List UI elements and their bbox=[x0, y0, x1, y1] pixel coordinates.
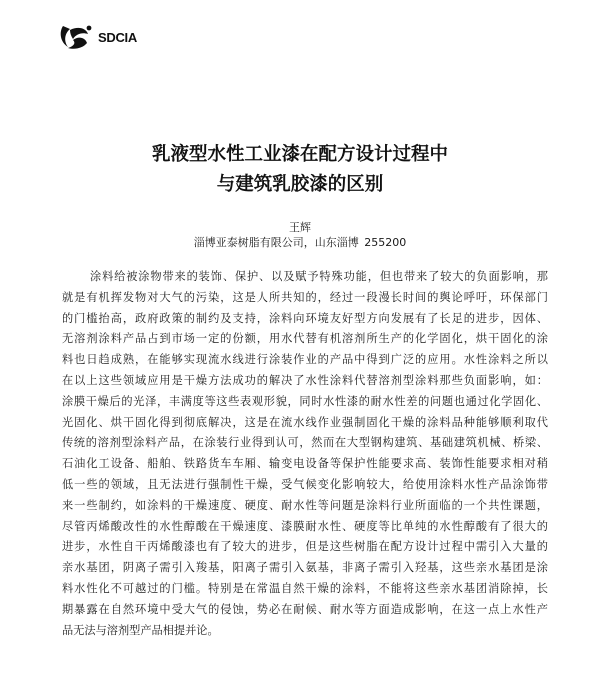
body-line: 传统的溶剂型涂料产品，在涂装行业得到认可，然而在大型钢构建筑、基础建筑机械、桥梁、 bbox=[62, 436, 548, 450]
body-line: 亲水基团，阴离子需引入羧基，阳离子需引入氨基，非离子需引入羟基，这些亲水基团是涂 bbox=[62, 561, 548, 575]
title-line: 乳液型水性工业漆在配方设计过程中 bbox=[151, 144, 448, 165]
article-body bbox=[62, 267, 548, 641]
body-line: 的门槛抬高，政府政策的制约及支持，涂料向环境友好型方向发展有了长足的进步，因体、 bbox=[62, 311, 548, 325]
body-line: 涂膜干燥后的光泽，丰满度等这些表观形貌，同时水性漆的耐水性差的问题也通过化学固化、 bbox=[62, 394, 548, 408]
body-line: 料也日趋成熟，在能够实现流水线进行涂装作业的产品中得到广泛的应用。水性涂料之所以 bbox=[62, 353, 548, 367]
body-line: 期暴露在自然环境中受大气的侵蚀，势必在耐候、耐水等方面造成影响，在这一点上水性产 bbox=[62, 602, 548, 616]
body-line: 品无法与溶剂型产品相提并论。 bbox=[62, 623, 219, 637]
article-title bbox=[0, 140, 600, 200]
body-line: 来一些制约，如涂料的干燥速度、硬度、耐水性等问题是涂料行业所面临的一个共性课题， bbox=[62, 498, 548, 512]
body-line: 石油化工设备、船舶、铁路货车车厢、输变电设备等保护性能要求高、装饰性能要求相对稍 bbox=[62, 457, 548, 471]
body-line: 无溶剂涂料产品占到市场一定的份额，用水代替有机溶剂所生产的化学固化，烘干固化的涂 bbox=[62, 332, 548, 346]
logo-text: SDCIA bbox=[98, 29, 137, 45]
author-name: 王辉 bbox=[289, 221, 311, 234]
body-line: 就是有机挥发物对大气的污染，这是人所共知的，经过一段漫长时间的舆论呼吁，环保部门 bbox=[62, 290, 548, 304]
body-line: 在以上这些领域应用是干燥方法成功的解决了水性涂料代替溶剂型涂料那些负面影响，如： bbox=[62, 373, 548, 387]
body-line: 进步，水性自干丙烯酸漆也有了较大的进步，但是这些树脂在配方设计过程中需引入大量的 bbox=[62, 540, 548, 554]
body-line: 涂料给被涂物带来的装饰、保护、以及赋予特殊功能，但也带来了较大的负面影响，那 bbox=[90, 270, 548, 283]
body-line: 尽管丙烯酸改性的水性醇酸在干燥速度、漆膜耐水性、硬度等比单纯的水性醇酸有了很大的 bbox=[62, 519, 548, 533]
body-line: 低一些的领域，且无法进行强制性干燥，受气候变化影响较大，给使用涂料水性产品涂饰带 bbox=[62, 477, 548, 491]
author-affiliation: 淄博亚泰树脂有限公司，山东淄博 255200 bbox=[193, 236, 407, 249]
header bbox=[58, 22, 137, 52]
body-line: 料水性化不可越过的门槛。特别是在常温自然干燥的涂料，不能将这些亲水基团消除掉，长 bbox=[62, 581, 548, 595]
title-line: 与建筑乳胶漆的区别 bbox=[216, 174, 384, 195]
sdcia-logo-icon bbox=[58, 22, 94, 52]
body-line: 光固化、烘干固化得到彻底解决，这是在流水线作业强制固化干燥的涂料品种能够顺利取代 bbox=[62, 415, 548, 429]
